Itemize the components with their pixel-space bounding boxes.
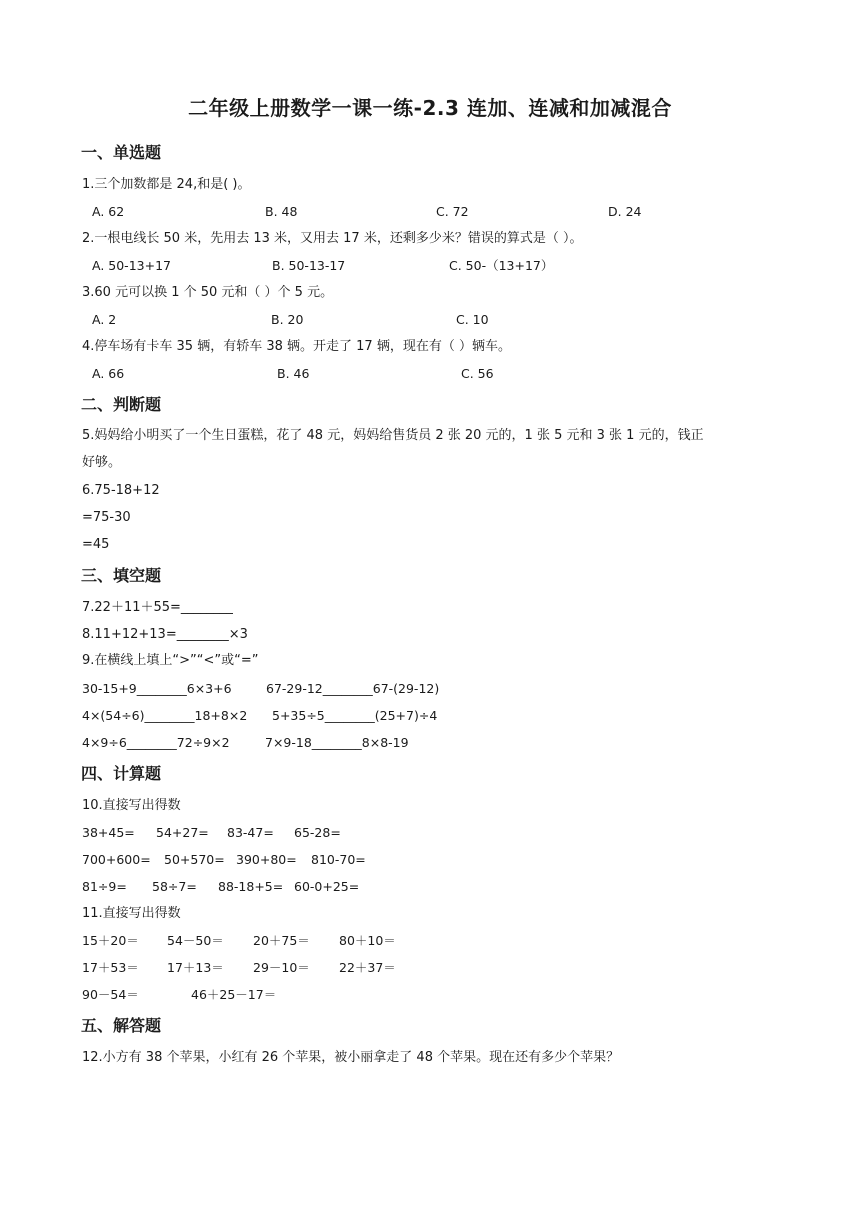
q11-item: 17＋13＝	[167, 960, 224, 975]
q1-option-a: A. 62	[92, 204, 125, 219]
q4-option-a: A. 66	[92, 366, 125, 381]
q11-item: 15＋20＝	[82, 933, 139, 948]
question-6-line-2: =75-30	[82, 510, 131, 525]
section-heading-word-problems: 五、解答题	[81, 1016, 162, 1035]
question-1: 1.三个加数都是 24,和是( )。	[82, 177, 251, 192]
question-9: 9.在横线上填上“>”“<”或“=”	[82, 653, 259, 668]
question-6-line-1: 6.75-18+12	[82, 483, 160, 498]
q3-option-c: C. 10	[456, 312, 489, 327]
q10-item: 50+570=	[164, 852, 225, 867]
question-8: 8.11+12+13=________×3	[82, 627, 248, 642]
question-6-line-3: =45	[82, 537, 110, 552]
q1-option-c: C. 72	[436, 204, 469, 219]
question-7: 7.22＋11＋55=________	[82, 600, 233, 615]
q11-item: 20＋75＝	[253, 933, 310, 948]
section-heading-single-choice: 一、单选题	[81, 143, 162, 162]
q10-item: 60-0+25=	[294, 879, 360, 894]
q3-option-a: A. 2	[92, 312, 117, 327]
q3-option-b: B. 20	[271, 312, 304, 327]
q11-item: 80＋10＝	[339, 933, 396, 948]
q1-option-d: D. 24	[608, 204, 642, 219]
q11-item: 17＋53＝	[82, 960, 139, 975]
q11-item: 90－54＝	[82, 987, 139, 1002]
question-2: 2.一根电线长 50 米，先用去 13 米，又用去 17 米，还剩多少米？错误的算式是（ ）。	[82, 231, 583, 246]
q10-item: 38+45=	[82, 825, 135, 840]
q2-option-b: B. 50-13-17	[272, 258, 346, 273]
section-heading-true-false: 二、判断题	[81, 395, 162, 414]
q11-item: 46＋25－17＝	[191, 987, 277, 1002]
q11-item: 29－10＝	[253, 960, 310, 975]
q9-row3-right: 7×9-18________8×8-19	[265, 735, 409, 750]
question-12: 12.小方有 38 个苹果，小红有 26 个苹果，被小丽拿走了 48 个苹果。现在还有多少个苹果？	[82, 1050, 620, 1065]
question-5-line-2: 好够。	[82, 455, 122, 470]
q2-option-c: C. 50-（13+17）	[449, 258, 554, 273]
q10-item: 88-18+5=	[218, 879, 284, 894]
question-10: 10.直接写出得数	[82, 798, 181, 813]
question-3: 3.60 元可以换 1 个 50 元和（ ）个 5 元。	[82, 285, 334, 300]
q10-item: 810-70=	[311, 852, 366, 867]
q10-item: 700+600=	[82, 852, 151, 867]
q2-option-a: A. 50-13+17	[92, 258, 171, 273]
q10-item: 83-47=	[227, 825, 274, 840]
question-5-line-1: 5.妈妈给小明买了一个生日蛋糕，花了 48 元，妈妈给售货员 2 张 20 元的，1 张 5 元和 3 张 1 元的，钱正	[82, 428, 704, 443]
q11-item: 54－50＝	[167, 933, 224, 948]
section-heading-calculation: 四、计算题	[81, 764, 162, 783]
q10-item: 81÷9=	[82, 879, 127, 894]
q10-item: 65-28=	[294, 825, 341, 840]
q9-row2-left: 4×(54÷6)________18+8×2	[82, 708, 248, 723]
q4-option-c: C. 56	[461, 366, 494, 381]
section-heading-fill-blank: 三、填空题	[81, 566, 162, 585]
q10-item: 54+27=	[156, 825, 209, 840]
question-11: 11.直接写出得数	[82, 906, 181, 921]
q4-option-b: B. 46	[277, 366, 310, 381]
q1-option-b: B. 48	[265, 204, 298, 219]
q9-row1-left: 30-15+9________6×3+6	[82, 681, 232, 696]
q9-row1-right: 67-29-12________67-(29-12)	[266, 681, 440, 696]
q10-item: 390+80=	[236, 852, 297, 867]
page-title: 二年级上册数学一课一练-2.3 连加、连减和加减混合	[188, 96, 672, 120]
q10-item: 58÷7=	[152, 879, 197, 894]
q9-row2-right: 5+35÷5________(25+7)÷4	[272, 708, 438, 723]
q9-row3-left: 4×9÷6________72÷9×2	[82, 735, 230, 750]
question-4: 4.停车场有卡车 35 辆，有轿车 38 辆。开走了 17 辆，现在有（ ）辆车。	[82, 339, 511, 354]
q11-item: 22＋37＝	[339, 960, 396, 975]
